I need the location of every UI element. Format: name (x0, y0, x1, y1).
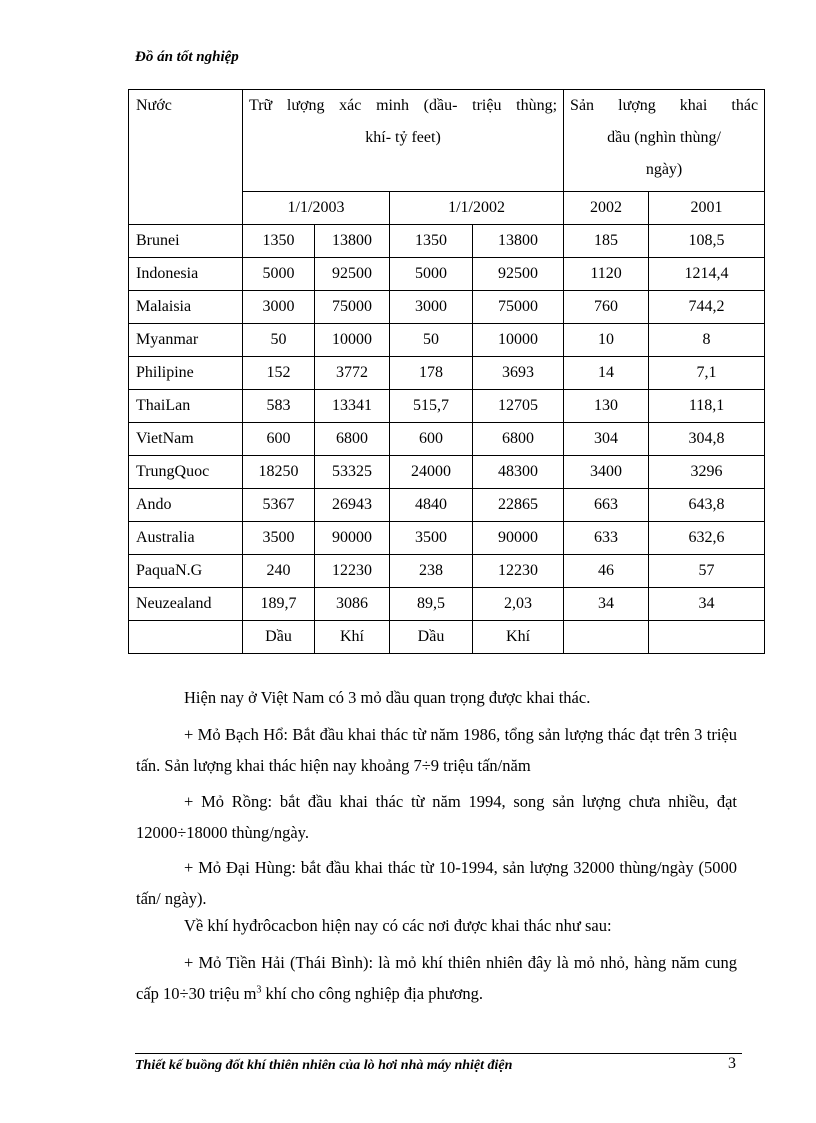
value-cell: 3400 (564, 456, 649, 489)
country-cell: VietNam (129, 423, 243, 456)
value-cell: 46 (564, 555, 649, 588)
table-row (129, 555, 765, 588)
value-cell: 178 (390, 357, 473, 390)
oil-gas-table (128, 89, 765, 654)
value-cell: 760 (564, 291, 649, 324)
value-cell: 12230 (315, 555, 390, 588)
value-cell: 304 (564, 423, 649, 456)
value-cell: 3693 (473, 357, 564, 390)
table-row (129, 390, 765, 423)
footer-title: Thiết kế buồng đốt khí thiên nhiên của lò hơi nhà máy nhiệt điện (135, 1058, 513, 1073)
value-cell: 24000 (390, 456, 473, 489)
value-cell: 5000 (243, 258, 315, 291)
table-row (129, 291, 765, 324)
value-cell: 34 (564, 588, 649, 621)
header-reserves: Trữ lượng xác minh (dầu- triệu thùng; khí- tỷ feet) (243, 90, 564, 192)
value-cell: 75000 (315, 291, 390, 324)
value-cell: 3000 (243, 291, 315, 324)
value-cell: 12230 (473, 555, 564, 588)
unit-label-cell: Dầu (243, 621, 315, 654)
paragraph-intro: Hiện nay ở Việt Nam có 3 mỏ dầu quan trọng được khai thác. (184, 688, 591, 707)
value-cell: 2,03 (473, 588, 564, 621)
table-row (129, 258, 765, 291)
value-cell: 3086 (315, 588, 390, 621)
country-cell: PaquaN.G (129, 555, 243, 588)
value-cell: 663 (564, 489, 649, 522)
paragraph-rong: + Mỏ Rồng: bắt đầu khai thác từ năm 1994, song sản lượng chưa nhiều, đạt 12000÷18000 thùng/ngày. (136, 792, 737, 842)
country-cell: ThaiLan (129, 390, 243, 423)
country-cell: Brunei (129, 225, 243, 258)
value-cell: 90000 (473, 522, 564, 555)
header-output: Sản lượng khai thác dầu (nghìn thùng/ ngày) (564, 90, 765, 192)
value-cell: 240 (243, 555, 315, 588)
value-cell: 5367 (243, 489, 315, 522)
unit-label-cell: Dầu (390, 621, 473, 654)
country-cell: Australia (129, 522, 243, 555)
value-cell: 90000 (315, 522, 390, 555)
value-cell: 34 (649, 588, 765, 621)
country-cell: Neuzealand (129, 588, 243, 621)
value-cell: 92500 (473, 258, 564, 291)
value-cell: 1350 (390, 225, 473, 258)
empty-cell (129, 621, 243, 654)
value-cell: 8 (649, 324, 765, 357)
value-cell: 600 (243, 423, 315, 456)
value-cell: 238 (390, 555, 473, 588)
value-cell: 3500 (390, 522, 473, 555)
table-row (129, 225, 765, 258)
value-cell: 13341 (315, 390, 390, 423)
value-cell: 75000 (473, 291, 564, 324)
value-cell: 600 (390, 423, 473, 456)
value-cell: 632,6 (649, 522, 765, 555)
value-cell: 1120 (564, 258, 649, 291)
paragraph-tien-hai: + Mỏ Tiền Hải (Thái Bình): là mỏ khí thiên nhiên đây là mỏ nhỏ, hàng năm cung cấp 10÷30 triệu $m^3$ khí cho công nghiệp địa phương. (136, 953, 737, 1003)
value-cell: 92500 (315, 258, 390, 291)
value-cell: 5000 (390, 258, 473, 291)
country-cell: Ando (129, 489, 243, 522)
value-cell: 53325 (315, 456, 390, 489)
unit-label-cell: Khí (473, 621, 564, 654)
value-cell: 152 (243, 357, 315, 390)
value-cell: 13800 (315, 225, 390, 258)
table-row (129, 588, 765, 621)
empty-cell (564, 621, 649, 654)
table-row (129, 489, 765, 522)
table-row (129, 423, 765, 456)
value-cell: 583 (243, 390, 315, 423)
value-cell: 10000 (315, 324, 390, 357)
value-cell: 3500 (243, 522, 315, 555)
value-cell: 108,5 (649, 225, 765, 258)
value-cell: 89,5 (390, 588, 473, 621)
value-cell: 4840 (390, 489, 473, 522)
value-cell: 643,8 (649, 489, 765, 522)
value-cell: 633 (564, 522, 649, 555)
country-cell: TrungQuoc (129, 456, 243, 489)
value-cell: 22865 (473, 489, 564, 522)
header-date-2002: 1/1/2002 (390, 192, 564, 225)
value-cell: 3296 (649, 456, 765, 489)
table-row (129, 324, 765, 357)
paragraph-bach-ho: + Mỏ Bạch Hổ: Bắt đầu khai thác từ năm 1986, tổng sản lượng thác đạt trên 3 triệu tấn. Sản lượng khai thác hiện nay khoảng 7÷9 triệu tấn/năm (136, 725, 737, 775)
value-cell: 1214,4 (649, 258, 765, 291)
empty-cell (649, 621, 765, 654)
unit-label-cell: Khí (315, 621, 390, 654)
paragraph-gas-intro: Về khí hyđrôcacbon hiện nay có các nơi được khai thác như sau: (184, 916, 612, 935)
value-cell: 18250 (243, 456, 315, 489)
paragraph-dai-hung: + Mỏ Đại Hùng: bắt đầu khai thác từ 10-1994, sản lượng 32000 thùng/ngày (5000 tấn/ ngày). (136, 858, 737, 908)
table-row (129, 357, 765, 390)
table-row (129, 522, 765, 555)
value-cell: 50 (390, 324, 473, 357)
page-number: 3 (728, 1055, 736, 1072)
country-cell: Malaisia (129, 291, 243, 324)
value-cell: 10000 (473, 324, 564, 357)
country-cell: Myanmar (129, 324, 243, 357)
footer-divider (135, 1053, 742, 1054)
table-row (129, 456, 765, 489)
value-cell: 744,2 (649, 291, 765, 324)
value-cell: 185 (564, 225, 649, 258)
header-year-2002: 2002 (564, 192, 649, 225)
country-cell: Indonesia (129, 258, 243, 291)
value-cell: 10 (564, 324, 649, 357)
value-cell: 57 (649, 555, 765, 588)
value-cell: 50 (243, 324, 315, 357)
table-row-units (129, 621, 765, 654)
value-cell: 26943 (315, 489, 390, 522)
value-cell: 6800 (315, 423, 390, 456)
superscript-3: 3 (256, 984, 262, 996)
value-cell: 7,1 (649, 357, 765, 390)
value-cell: 13800 (473, 225, 564, 258)
country-cell: Philipine (129, 357, 243, 390)
value-cell: 12705 (473, 390, 564, 423)
header-country: Nước (129, 90, 243, 225)
value-cell: 3772 (315, 357, 390, 390)
header-date-2003: 1/1/2003 (243, 192, 390, 225)
value-cell: 1350 (243, 225, 315, 258)
value-cell: 118,1 (649, 390, 765, 423)
header-year-2001: 2001 (649, 192, 765, 225)
value-cell: 189,7 (243, 588, 315, 621)
value-cell: 6800 (473, 423, 564, 456)
value-cell: 48300 (473, 456, 564, 489)
value-cell: 3000 (390, 291, 473, 324)
value-cell: 14 (564, 357, 649, 390)
value-cell: 515,7 (390, 390, 473, 423)
value-cell: 130 (564, 390, 649, 423)
document-header: Đồ án tốt nghiệp (135, 49, 239, 65)
value-cell: 304,8 (649, 423, 765, 456)
